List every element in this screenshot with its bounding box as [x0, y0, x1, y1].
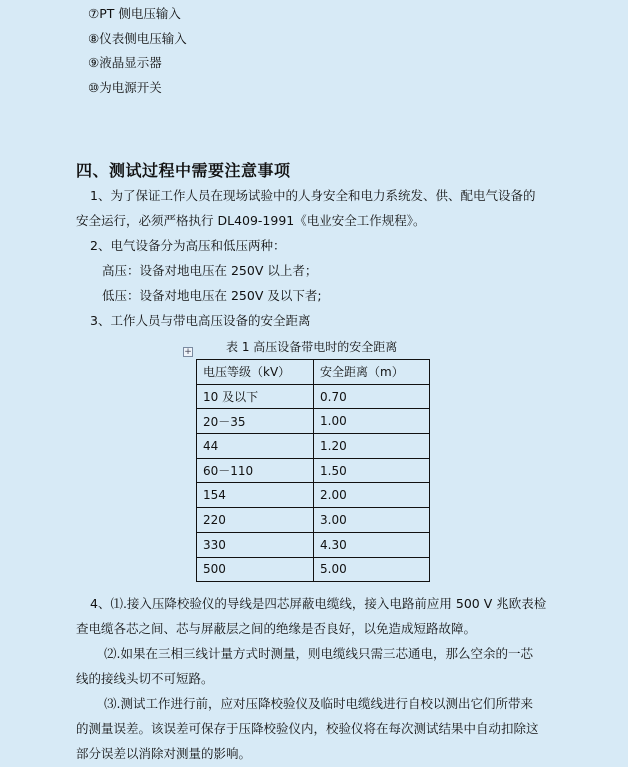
cell-voltage: 500 [197, 557, 314, 582]
para5-line1: ⑵.如果在三相三线计量方式时测量，则电缆线只需三芯通电，那么空余的一芯 [104, 646, 533, 661]
table-row [197, 508, 430, 533]
cell-distance: 1.50 [314, 458, 430, 483]
cell-distance: 4.30 [314, 532, 430, 557]
para1-line1: 1、为了保证工作人员在现场试验中的人身安全和电力系统发、供、配电气设备的 [90, 188, 536, 203]
cell-voltage: 20－35 [197, 409, 314, 434]
table-header-row [197, 360, 430, 385]
table-row [197, 458, 430, 483]
cell-voltage: 60－110 [197, 458, 314, 483]
table-row [197, 384, 430, 409]
para5-line2: 线的接线头切不可短路。 [76, 671, 214, 686]
cell-voltage: 10 及以下 [197, 384, 314, 409]
cell-voltage: 44 [197, 434, 314, 459]
para4-line1: 4、⑴.接入压降校验仪的导线是四芯屏蔽电缆线，接入电路前应用 500 V 兆欧表检 [90, 596, 547, 611]
cell-voltage: 220 [197, 508, 314, 533]
high-voltage-def: 高压：设备对地电压在 250V 以上者； [102, 263, 318, 278]
list-item-power-switch: ⑩为电源开关 [88, 80, 162, 95]
para6-line2: 的测量误差。该误差可保存于压降校验仪内，校验仪将在每次测试结果中自动扣除这 [76, 721, 539, 736]
para3: 3、工作人员与带电高压设备的安全距离 [90, 313, 311, 328]
cell-distance: 3.00 [314, 508, 430, 533]
list-item-pt-input: ⑦PT 侧电压输入 [88, 6, 181, 21]
cell-voltage: 330 [197, 532, 314, 557]
para1-line2: 安全运行，必须严格执行 DL409-1991《电业安全工作规程》。 [76, 213, 426, 228]
cell-distance: 1.20 [314, 434, 430, 459]
table-row [197, 483, 430, 508]
section-heading: 四、测试过程中需要注意事项 [76, 161, 291, 180]
safety-distance-table [196, 359, 430, 582]
table-row [197, 557, 430, 582]
header-distance: 安全距离（m） [314, 360, 430, 385]
cell-voltage: 154 [197, 483, 314, 508]
cell-distance: 1.00 [314, 409, 430, 434]
para6-line3: 部分误差以消除对测量的影响。 [76, 746, 252, 761]
para4-line2: 查电缆各芯之间、芯与屏蔽层之间的绝缘是否良好，以免造成短路故障。 [76, 621, 477, 636]
table-caption: 表 1 高压设备带电时的安全距离 [226, 340, 398, 354]
table-row [197, 532, 430, 557]
list-item-meter-input: ⑧仪表侧电压输入 [88, 31, 187, 46]
cell-distance: 2.00 [314, 483, 430, 508]
header-voltage: 电压等级（kV） [197, 360, 314, 385]
list-item-lcd: ⑨液晶显示器 [88, 55, 162, 70]
low-voltage-def: 低压：设备对地电压在 250V 及以下者; [102, 288, 322, 303]
para2: 2、电气设备分为高压和低压两种： [90, 238, 286, 253]
cell-distance: 5.00 [314, 557, 430, 582]
table-move-handle-icon[interactable]: + [184, 347, 192, 357]
table-row [197, 434, 430, 459]
cell-distance: 0.70 [314, 384, 430, 409]
para6-line1: ⑶.测试工作进行前，应对压降校验仪及临时电缆线进行自校以测出它们所带来 [104, 696, 533, 711]
table-row [197, 409, 430, 434]
